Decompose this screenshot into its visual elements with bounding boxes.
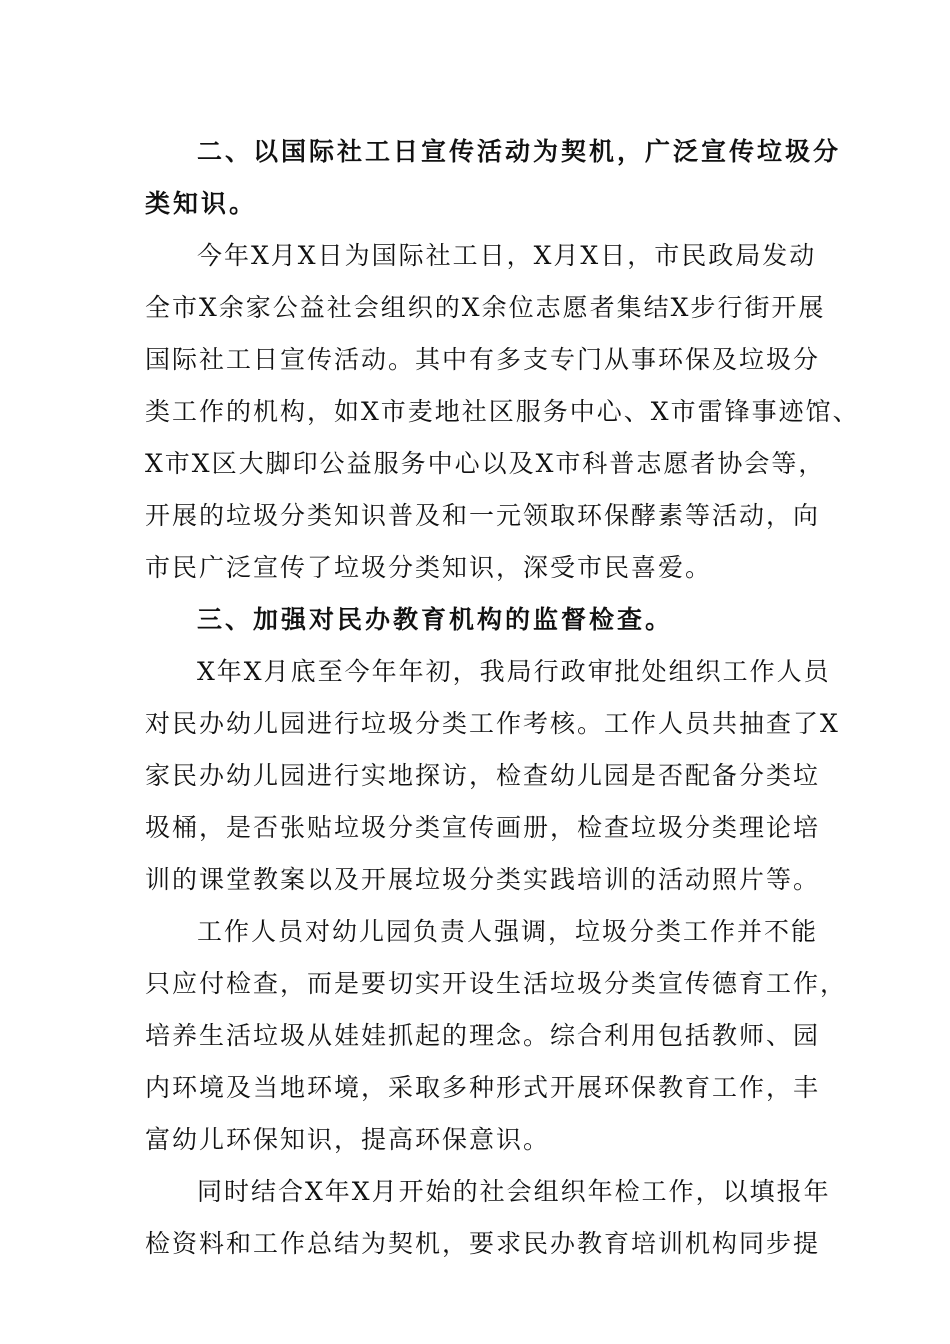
paragraph-line: 对民办幼儿园进行垃圾分类工作考核。工作人员共抽查了X [145,709,840,738]
paragraph-line: 只应付检查，而是要切实开设生活垃圾分类宣传德育工作， [145,969,848,998]
paragraph-line: 市民广泛宣传了垃圾分类知识，深受市民喜爱。 [145,553,713,582]
paragraph-line: 家民办幼儿园进行实地探访，检查幼儿园是否配备分类垃 [145,761,821,790]
paragraph-line: 检资料和工作总结为契机，要求民办教育培训机构同步提 [145,1229,821,1258]
paragraph-line: 今年X月X日为国际社工日，X月X日，市民政局发动 [197,241,817,270]
paragraph-line: 培养生活垃圾从娃娃抓起的理念。综合利用包括教师、园 [145,1021,821,1050]
paragraph-line: 全市X余家公益社会组织的X余位志愿者集结X步行街开展 [145,293,826,322]
section-heading-2-cont: 类知识。 [145,189,258,218]
section-heading-2: 二、以国际社工日宣传活动为契机，广泛宣传垃圾分 [197,137,842,166]
paragraph-line: X年X月底至今年年初，我局行政审批处组织工作人员 [197,657,831,686]
paragraph-line: 开展的垃圾分类知识普及和一元领取环保酵素等活动，向 [145,501,821,530]
paragraph-line: 国际社工日宣传活动。其中有多支专门从事环保及垃圾分 [145,345,821,374]
paragraph-line: 类工作的机构，如X市麦地社区服务中心、X市雷锋事迹馆、 [145,397,860,426]
paragraph-line: 训的课堂教案以及开展垃圾分类实践培训的活动照片等。 [145,865,821,894]
paragraph-line: 内环境及当地环境，采取多种形式开展环保教育工作，丰 [145,1073,821,1102]
section-heading-3: 三、加强对民办教育机构的监督检查。 [197,605,674,634]
paragraph-line: 富幼儿环保知识，提高环保意识。 [145,1125,551,1154]
paragraph-line: 圾桶，是否张贴垃圾分类宣传画册，检查垃圾分类理论培 [145,813,821,842]
paragraph-line: 同时结合X年X月开始的社会组织年检工作，以填报年 [197,1177,831,1206]
paragraph-line: X市X区大脚印公益服务中心以及X市科普志愿者协会等， [145,449,826,478]
paragraph-line: 工作人员对幼儿园负责人强调，垃圾分类工作并不能 [197,917,819,946]
